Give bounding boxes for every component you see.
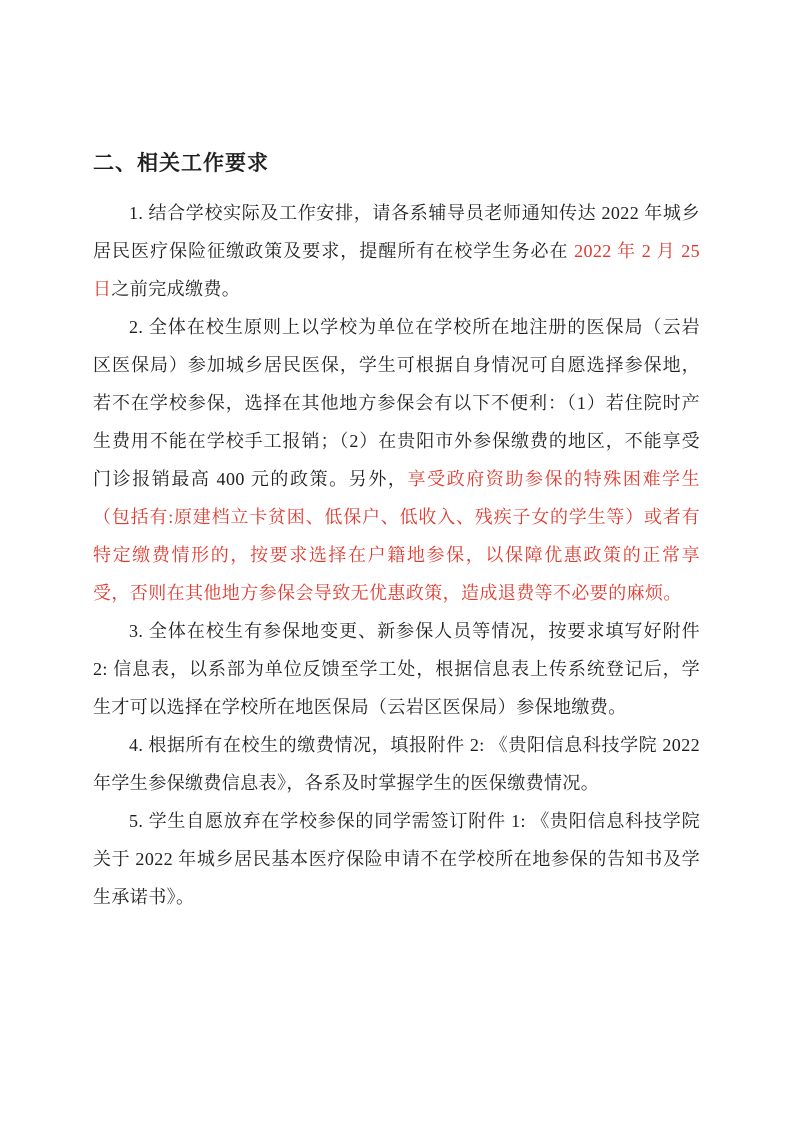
highlighted-text-run: 享受政府资助参保的特殊困难学生（包括有:原建档立卡贫困、低保户、低收入、残疾子女的学生等）或者有特定缴费情形的，按要求选择在户籍地参保，以保障优惠政策的正常享受，否则在其他地方参保会导致无优惠政策，造成退费等不必要的麻烦。 <box>93 469 700 603</box>
text-run: 之前完成缴费。 <box>111 279 241 299</box>
text-run: 1. 结合学校实际及工作安排，请各系辅导员老师通知传达 2022 年城乡居民医疗保险征缴政策及要求，提醒所有在校学生务必在 <box>93 203 700 261</box>
text-run: 5. 学生自愿放弃在学校参保的同学需签订附件 1: 《贵阳信息科技学院关于 2022 年城乡居民基本医疗保险申请不在学校所在地参保的告知书及学生承诺书》。 <box>93 811 700 907</box>
text-run: 2. 全体在校生原则上以学校为单位在学校所在地注册的医保局（云岩区医保局）参加城乡居民医保，学生可根据自身情况可自愿选择参保地，若不在学校参保，选择在其他地方参保会有以下不便利：（1）若住院时产生费用不能在学校手工报销；（2）在贵阳市外参保缴费的地区，不能享受门诊报销最高 400 元的政策。另外， <box>93 317 700 489</box>
paragraph <box>93 308 700 612</box>
paragraph <box>93 194 700 308</box>
document-body <box>93 194 700 916</box>
paragraph <box>93 726 700 802</box>
text-run: 4. 根据所有在校生的缴费情况，填报附件 2: 《贵阳信息科技学院 2022 年学生参保缴费信息表》，各系及时掌握学生的医保缴费情况。 <box>93 735 700 793</box>
text-run: 3. 全体在校生有参保地变更、新参保人员等情况，按要求填写好附件 2: 信息表，以系部为单位反馈至学工处，根据信息表上传系统登记后，学生才可以选择在学校所在地医保局（云岩区医保局）参保地缴费。 <box>93 621 700 717</box>
paragraph <box>93 612 700 726</box>
highlighted-text-run: 2022 年 2 月 25 日 <box>93 241 700 299</box>
document-content <box>93 150 700 916</box>
paragraph <box>93 802 700 916</box>
section-heading: 二、相关工作要求 <box>93 152 269 175</box>
